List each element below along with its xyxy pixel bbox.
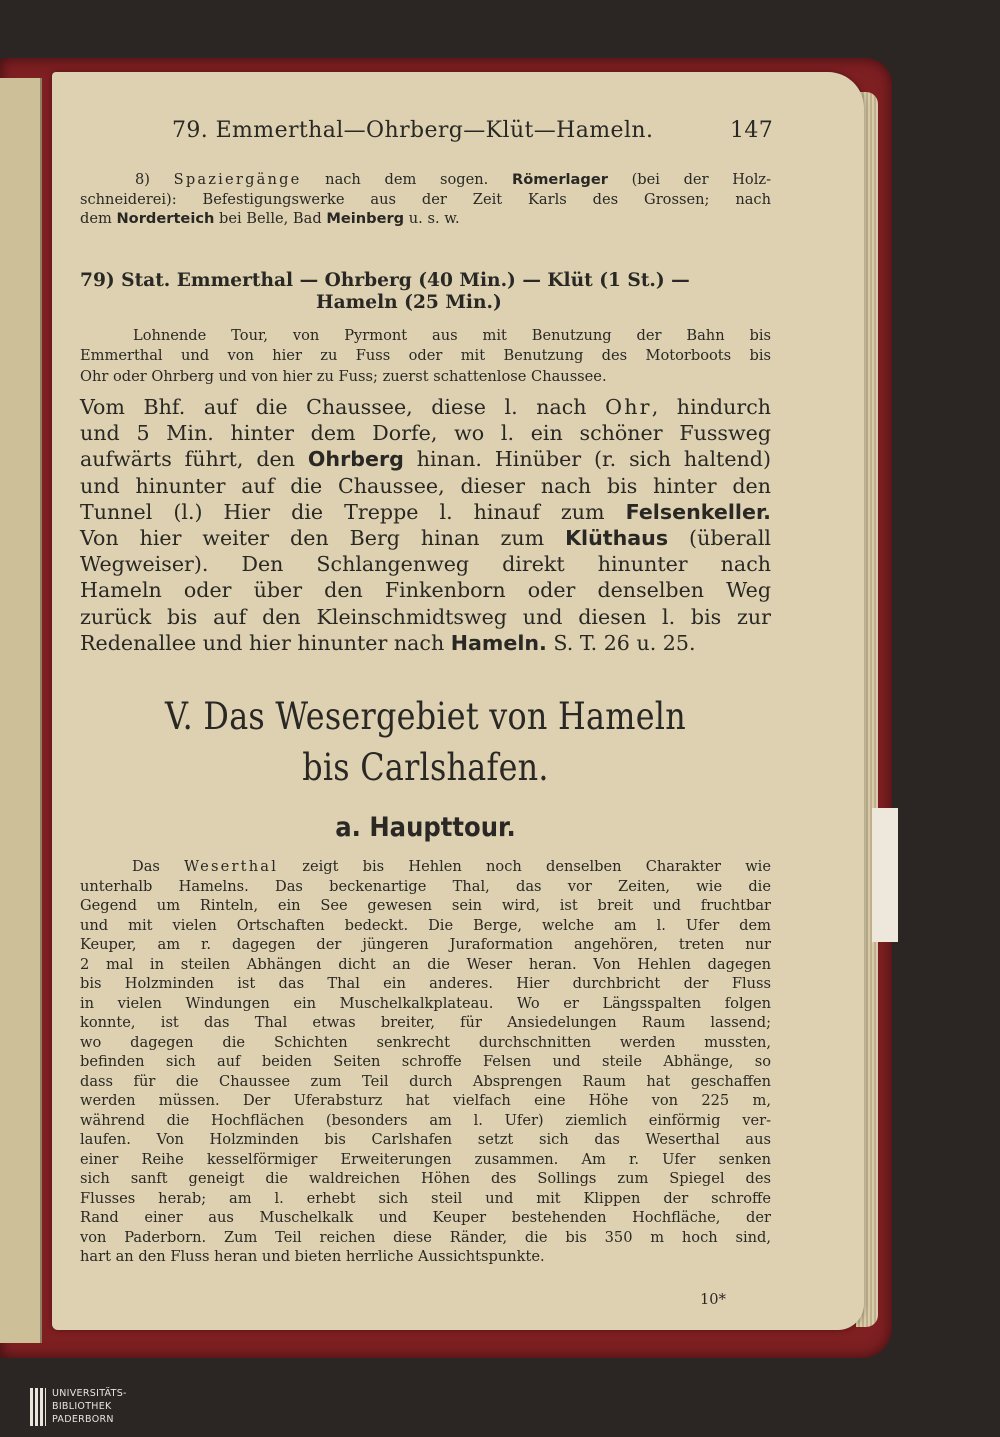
text-run: Tunnel (l.) Hier die Treppe l. hinauf zum bbox=[80, 499, 626, 524]
place-name: Felsenkeller. bbox=[625, 499, 771, 524]
text-run: Lohnende Tour, von Pyrmont aus mit Benutzung der Bahn bis bbox=[133, 327, 771, 344]
text-line bbox=[80, 1247, 545, 1267]
place-name: Römerlager bbox=[511, 171, 608, 188]
text-run: hinan. Hinüber (r. sich haltend) bbox=[403, 447, 772, 472]
place-name: Norderteich bbox=[116, 210, 215, 228]
text-run: Redenallee und hier hinunter nach bbox=[80, 630, 451, 655]
text-line bbox=[80, 1208, 771, 1228]
text-run: Rand einer aus Muschelkalk und Keuper bestehenden Hochfläche, der bbox=[80, 1209, 771, 1226]
text-run: einer Reihe kesselförmiger Erweiterungen zusammen. Am r. Ufer senken bbox=[80, 1150, 771, 1168]
route-title-line-2: Hameln (25 Min.) bbox=[316, 292, 502, 313]
page-number: 147 bbox=[730, 118, 774, 143]
text-line bbox=[80, 577, 771, 603]
text-line bbox=[80, 1091, 771, 1111]
text-line bbox=[80, 346, 771, 366]
text-line bbox=[80, 974, 771, 994]
text-line bbox=[80, 190, 771, 210]
text-run: 2 mal in steilen Abhängen dicht an die Weser heran. Von Hehlen dagegen bbox=[80, 955, 771, 973]
text-run: (überall bbox=[668, 526, 771, 550]
text-line bbox=[80, 955, 771, 975]
text-line bbox=[80, 446, 771, 472]
library-logo-icon bbox=[30, 1388, 46, 1426]
text-line bbox=[80, 630, 696, 656]
text-run: Emmerthal und von hier zu Fuss oder mit Benutzung des Motorboots bis bbox=[80, 347, 771, 365]
place-name: Ohrberg bbox=[307, 447, 404, 472]
text-line bbox=[80, 1033, 771, 1053]
text-run: Ohr oder Ohrberg und von hier zu Fuss; zuerst schattenlose Chaussee. bbox=[80, 367, 607, 385]
text-line bbox=[133, 326, 771, 346]
text-line bbox=[80, 1169, 771, 1189]
text-line bbox=[80, 394, 771, 420]
text-run: 8) bbox=[135, 171, 174, 188]
text-line bbox=[80, 994, 771, 1014]
emphasized-term: Spaziergänge bbox=[173, 171, 302, 188]
text-line bbox=[80, 1072, 771, 1092]
text-run: , hindurch bbox=[651, 395, 772, 419]
text-run: befinden sich auf beiden Seiten schroffe Felsen und steile Abhänge, so bbox=[80, 1053, 771, 1070]
text-run: Vom Bhf. auf die Chaussee, diese l. nach bbox=[80, 395, 606, 419]
place-name: Meinberg bbox=[326, 210, 405, 228]
text-run: unterhalb Hamelns. Das beckenartige Thal, das vor Zeiten, wie die bbox=[80, 877, 771, 895]
text-line bbox=[80, 1052, 771, 1072]
chapter-title-line-2: bis Carlshafen. bbox=[302, 746, 549, 789]
text-run: bei Belle, Bad bbox=[214, 210, 327, 228]
text-line bbox=[80, 916, 771, 936]
chapter-title-line-1: V. Das Wesergebiet von Hameln bbox=[165, 695, 686, 738]
text-run: schneiderei): Befestigungswerke aus der Zeit Karls des Grossen; nach bbox=[80, 190, 771, 208]
text-line bbox=[80, 1013, 771, 1033]
text-run: und mit vielen Ortschaften bedeckt. Die Berge, welche am l. Ufer dem bbox=[80, 916, 771, 934]
signature-mark: 10* bbox=[700, 1291, 726, 1308]
text-line bbox=[80, 877, 771, 897]
text-line bbox=[80, 525, 771, 551]
text-run: zurück bis auf den Kleinschmidtsweg und diesen l. bis zur bbox=[80, 604, 771, 629]
text-run: wo dagegen die Schichten senkrecht durchschnitten werden mussten, bbox=[80, 1033, 771, 1051]
text-line bbox=[80, 551, 771, 577]
text-line bbox=[80, 604, 771, 630]
text-run: und hinunter auf die Chaussee, dieser nach bis hinter den bbox=[80, 473, 771, 498]
route-title-line-1: 79) Stat. Emmerthal — Ohrberg (40 Min.) — Klüt (1 St.) — bbox=[80, 270, 690, 291]
text-run: Von hier weiter den Berg hinan zum bbox=[80, 526, 566, 550]
library-logo-line-2: BIBLIOTHEK bbox=[52, 1401, 112, 1412]
text-run: Keuper, am r. dagegen der jüngeren Juraformation angehören, treten nur bbox=[80, 936, 771, 953]
text-run: Gegend um Rinteln, ein See gewesen sein wird, ist breit und fruchtbar bbox=[80, 897, 771, 914]
text-line bbox=[80, 499, 771, 525]
text-run: zeigt bis Hehlen noch denselben Charakter wie bbox=[278, 858, 771, 875]
text-run: Wegweiser). Den Schlangenweg direkt hinunter nach bbox=[80, 552, 771, 577]
text-run: sich sanft geneigt die waldreichen Höhen des Sollings zum Spiegel des bbox=[80, 1170, 771, 1187]
text-run: Hameln oder über den Finkenborn oder denselben Weg bbox=[80, 578, 771, 603]
running-title: 79. Emmerthal—Ohrberg—Klüt—Hameln. bbox=[172, 118, 654, 143]
text-line bbox=[80, 935, 771, 955]
place-name: Hameln. bbox=[450, 630, 547, 655]
text-line bbox=[80, 896, 771, 916]
emphasized-term: Ohr bbox=[605, 395, 652, 419]
text-run: und 5 Min. hinter dem Dorfe, wo l. ein schöner Fussweg bbox=[80, 421, 771, 446]
text-run: hart an den Fluss heran und bieten herrliche Aussichtspunkte. bbox=[80, 1248, 545, 1265]
text-line bbox=[80, 1150, 771, 1170]
text-run: aufwärts führt, den bbox=[80, 447, 308, 472]
text-run: während die Hochflächen (besonders am l. Ufer) ziemlich einförmig ver- bbox=[80, 1111, 771, 1129]
text-line bbox=[80, 209, 460, 229]
text-run: laufen. Von Holzminden bis Carlshafen setzt sich das Weserthal aus bbox=[80, 1131, 771, 1148]
text-run: Das bbox=[132, 858, 185, 875]
text-run: dem bbox=[80, 210, 117, 228]
text-line bbox=[80, 1111, 771, 1131]
text-run: u. s. w. bbox=[404, 210, 460, 228]
text-line bbox=[135, 170, 771, 190]
text-line bbox=[80, 1228, 771, 1248]
text-run: werden müssen. Der Uferabsturz hat vielfach eine Höhe von 225 m, bbox=[80, 1092, 771, 1109]
bookmark-strip bbox=[872, 808, 898, 942]
emphasized-term: Weserthal bbox=[184, 858, 279, 875]
text-run: nach dem sogen. bbox=[301, 171, 512, 188]
text-run: Flusses herab; am l. erhebt sich steil und mit Klippen der schroffe bbox=[80, 1189, 771, 1207]
text-run: dass für die Chaussee zum Teil durch Absprengen Raum hat geschaffen bbox=[80, 1072, 771, 1090]
text-run: S. T. 26 u. 25. bbox=[546, 630, 696, 655]
text-line bbox=[80, 1130, 771, 1150]
text-line bbox=[80, 1189, 771, 1209]
library-logo-line-3: PADERBORN bbox=[52, 1414, 114, 1425]
text-run: von Paderborn. Zum Teil reichen diese Ränder, die bis 350 m hoch sind, bbox=[80, 1228, 771, 1246]
text-run: in vielen Windungen ein Muschelkalkplateau. Wo er Längsspalten folgen bbox=[80, 994, 771, 1012]
text-run: konnte, ist das Thal etwas breiter, für Ansiedelungen Raum lassend; bbox=[80, 1014, 771, 1031]
text-line bbox=[132, 857, 771, 877]
library-logo-line-1: UNIVERSITÄTS- bbox=[52, 1388, 127, 1399]
text-line bbox=[80, 367, 607, 387]
text-line bbox=[80, 420, 771, 446]
place-name: Klüthaus bbox=[565, 526, 669, 550]
text-line bbox=[80, 473, 771, 499]
text-run: (bei der Holz- bbox=[607, 171, 772, 188]
section-title: a. Haupttour. bbox=[335, 812, 516, 843]
facing-page-edge bbox=[0, 78, 42, 1343]
text-run: bis Holzminden ist das Thal ein anderes. Hier durchbricht der Fluss bbox=[80, 975, 771, 992]
